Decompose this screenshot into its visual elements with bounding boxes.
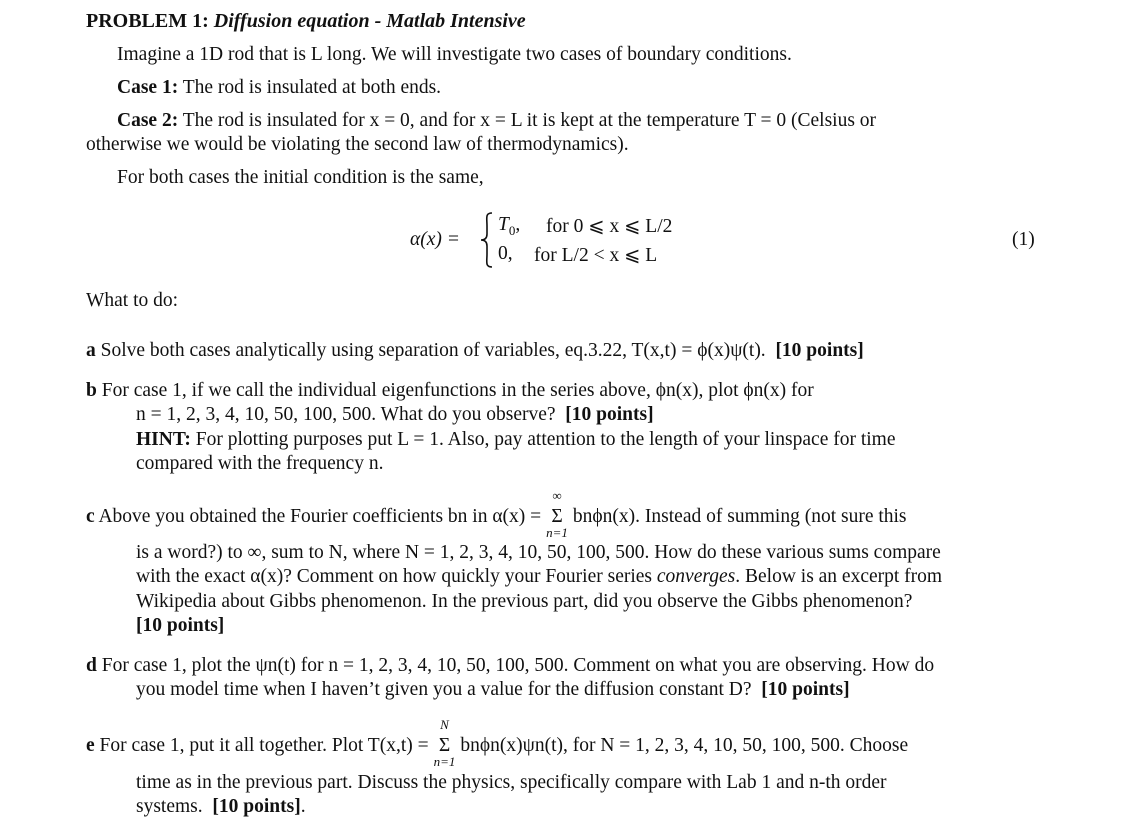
item-b-label: b: [86, 380, 97, 401]
case2-continuation: otherwise we would be violating the second law of thermodynamics).: [86, 134, 629, 155]
item-b-text1: For case 1, if we call the individual eigenfunctions in the series above, ϕn(x), plot ϕn(x) for: [101, 380, 814, 401]
item-e-text1a: For case 1, put it all together. Plot T(x,t) =: [99, 735, 429, 756]
item-a: [86, 340, 864, 362]
item-c-text1a: Above you obtained the Fourier coefficients bn in α(x) =: [98, 506, 542, 527]
item-e-text3a: systems.: [136, 796, 203, 817]
item-d-line1: [86, 655, 934, 677]
sum-upper-e: N: [440, 717, 449, 732]
sum-lower: n=1: [546, 525, 568, 540]
t0-subscript: 0: [508, 222, 516, 238]
intro-line: Imagine a 1D rod that is L long. We will investigate two cases of boundary conditions.: [117, 44, 792, 65]
equation-number: (1): [1012, 229, 1035, 250]
what-to-do-heading: What to do:: [86, 290, 179, 311]
equation-row2-value: 0,: [498, 243, 513, 264]
item-c-text3a: with the exact α(x)? Comment on how quickly your Fourier series: [136, 566, 653, 587]
case1: [117, 77, 441, 99]
item-e-label: e: [86, 735, 95, 756]
item-b-points: [10 points]: [565, 404, 654, 425]
sum-symbol: Σ ∞ n=1: [546, 488, 568, 540]
case2-label: Case 2:: [117, 110, 179, 131]
item-e-text1b: bnϕn(x)ψn(t), for N = 1, 2, 3, 4, 10, 50, 100, 500. Choose: [460, 735, 909, 756]
item-e-text3b: .: [300, 796, 306, 817]
case1-label: Case 1:: [117, 77, 179, 98]
hint-label: HINT:: [136, 429, 191, 450]
problem-title: Diffusion equation - Matlab Intensive: [213, 10, 526, 32]
equation-row2-condition: for L/2 < x ⩽ L: [534, 245, 658, 266]
sum-lower-e: n=1: [433, 754, 456, 769]
problem-header: [86, 10, 526, 33]
item-b-line1: [86, 380, 814, 402]
problem-label: PROBLEM 1:: [86, 10, 209, 32]
item-a-label: a: [86, 340, 96, 361]
item-d-text1: For case 1, plot the ψn(t) for n = 1, 2, 3, 4, 10, 50, 100, 500. Comment on what you are observing. How do: [101, 655, 935, 676]
sum-upper: ∞: [552, 488, 562, 503]
item-c-label: c: [86, 506, 95, 527]
sum-symbol-e: Σ N n=1: [433, 717, 456, 769]
item-a-text: Solve both cases analytically using separation of variables, eq.3.22, T(x,t) = ϕ(x)ψ(t).: [100, 340, 766, 361]
item-e-line2: time as in the previous part. Discuss the physics, specifically compare with Lab 1 and n-th order: [136, 772, 887, 793]
equation-row1: $T_0$,: [498, 214, 521, 238]
item-e-line1: [86, 717, 909, 769]
item-c-text3b: . Below is an excerpt from: [735, 566, 943, 587]
both-cases-line: For both cases the initial condition is the same,: [117, 167, 484, 188]
equation-lhs: α(x) =: [410, 229, 460, 250]
item-c-points: [10 points]: [136, 615, 225, 636]
item-c-line3: [136, 566, 942, 588]
t0-value: T: [498, 214, 509, 235]
item-d-label: d: [86, 655, 97, 676]
item-c-line4: Wikipedia about Gibbs phenomenon. In the previous part, did you observe the Gibbs phenomenon?: [136, 591, 913, 612]
item-d-points: [10 points]: [761, 679, 850, 700]
hint-text1: For plotting purposes put L = 1. Also, pay attention to the length of your linspace for time: [195, 429, 896, 450]
item-c-text1b: bnϕn(x). Instead of summing (not sure this: [572, 506, 907, 527]
equation-row1-condition: for 0 ⩽ x ⩽ L/2: [546, 216, 673, 237]
item-d-line2: [136, 679, 850, 701]
item-b-hint-line2: compared with the frequency n.: [136, 453, 384, 474]
case1-text: The rod is insulated at both ends.: [182, 77, 442, 98]
item-c-line2: is a word?) to ∞, sum to N, where N = 1, 2, 3, 4, 10, 50, 100, 500. How do these various sums compare: [136, 542, 941, 563]
item-b-hint: [136, 429, 896, 451]
item-e-points: [10 points]: [212, 796, 301, 817]
item-e-line3: [136, 796, 306, 818]
left-brace: [480, 212, 494, 268]
case2: [117, 110, 876, 132]
item-c-converges: converges: [656, 566, 736, 587]
item-b-text2: n = 1, 2, 3, 4, 10, 50, 100, 500. What do you observe?: [136, 404, 556, 425]
item-b-line2: [136, 404, 654, 426]
item-a-points: [10 points]: [775, 340, 864, 361]
item-d-text2: you model time when I haven’t given you a value for the diffusion constant D?: [136, 679, 752, 700]
item-c-line1: [86, 488, 907, 540]
case2-text: The rod is insulated for x = 0, and for x = L it is kept at the temperature T = 0 (Celsius or: [182, 110, 877, 131]
